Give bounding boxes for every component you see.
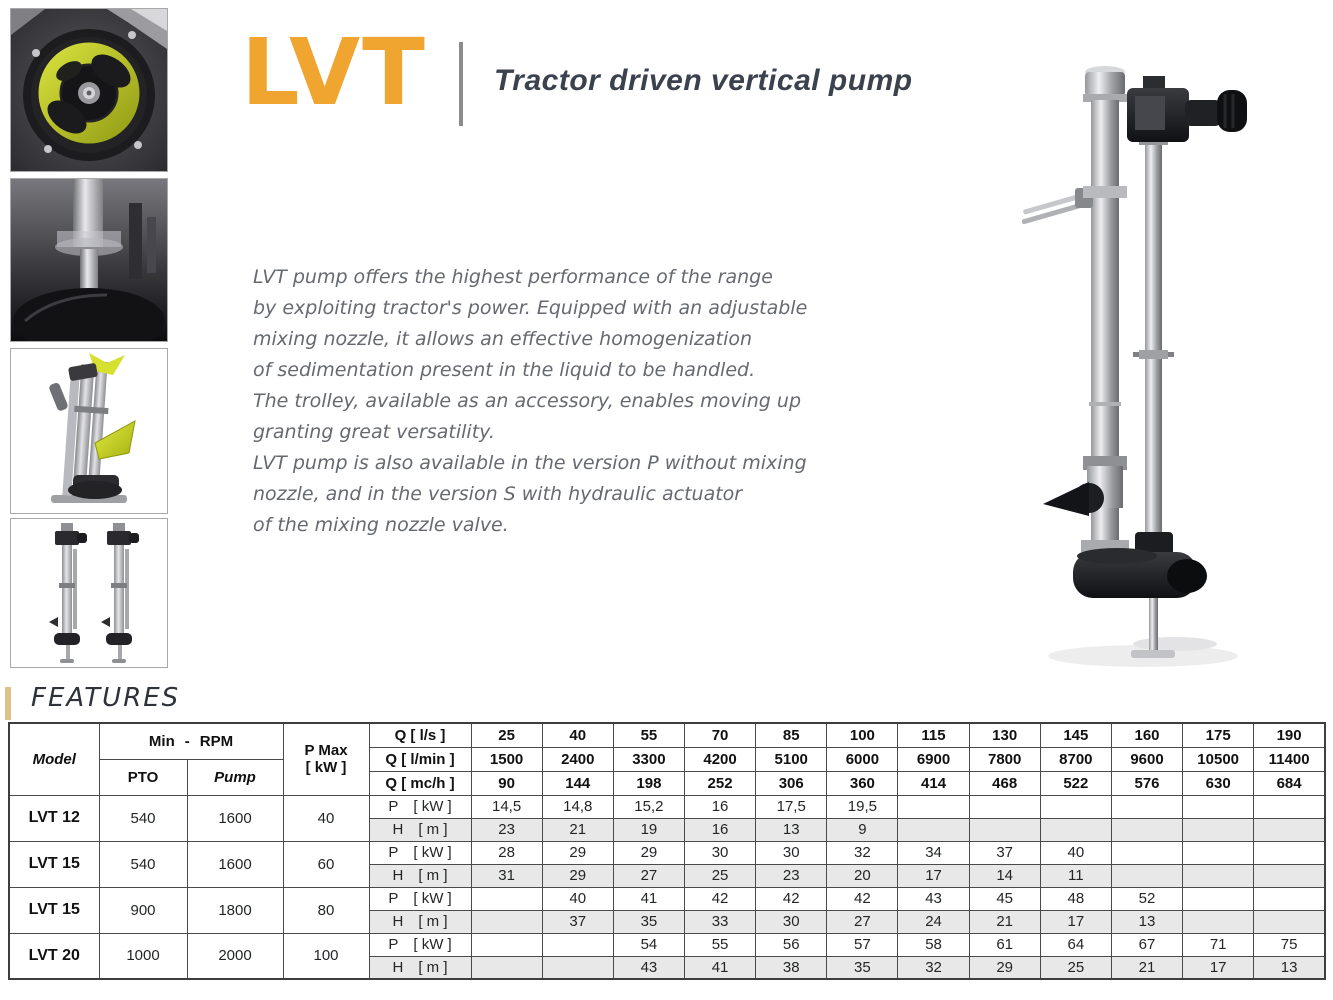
product-photo-art — [1015, 42, 1285, 692]
p-value: 55 — [684, 933, 755, 956]
features-table-head — [9, 723, 1325, 795]
q-mch-value: 198 — [613, 771, 684, 795]
p-unit: [ kW ] — [413, 936, 452, 953]
model-header: Model — [9, 723, 99, 795]
q-ls-value: 130 — [969, 723, 1040, 747]
p-value: 41 — [613, 887, 684, 910]
q-mch-value: 252 — [684, 771, 755, 795]
h-value: 30 — [756, 910, 827, 933]
h-value: 21 — [1111, 956, 1182, 979]
q-lmin-value: 10500 — [1183, 747, 1254, 771]
h-value — [1254, 864, 1325, 887]
q-lmin-value: 11400 — [1254, 747, 1325, 771]
model-pto: 1000 — [99, 933, 187, 979]
h-unit: [ m ] — [418, 867, 448, 884]
h-value — [471, 910, 542, 933]
p-value: 42 — [684, 887, 755, 910]
q-ls-value: 160 — [1111, 723, 1182, 747]
p-value: 71 — [1183, 933, 1254, 956]
q-mch-value: 90 — [471, 771, 542, 795]
p-value: 67 — [1111, 933, 1182, 956]
h-value — [1183, 910, 1254, 933]
p-value: 30 — [756, 841, 827, 864]
h-value: 21 — [542, 818, 613, 841]
p-value — [1183, 887, 1254, 910]
q-lmin-value: 4200 — [684, 747, 755, 771]
description-line: mixing nozzle, it allows an effective homogenization — [253, 328, 753, 350]
h-value — [1111, 864, 1182, 887]
model-name: LVT 15 — [9, 887, 99, 933]
q-ls-label: Q [ l/s ] — [369, 723, 471, 747]
p-value: 15,2 — [613, 795, 684, 818]
q-mch-value: 522 — [1040, 771, 1111, 795]
h-row-label — [369, 864, 471, 887]
p-value: 37 — [969, 841, 1040, 864]
h-value: 32 — [898, 956, 969, 979]
model-pmax: 80 — [283, 887, 369, 933]
pump-pair-photo-art — [11, 519, 167, 667]
p-letter: P — [388, 936, 399, 953]
brand-divider — [459, 42, 463, 126]
p-value: 58 — [898, 933, 969, 956]
h-letter: H — [392, 958, 404, 976]
q-lmin-value: 5100 — [756, 747, 827, 771]
h-letter: H — [392, 821, 404, 838]
h-value — [542, 956, 613, 979]
pump-shaft-photo — [10, 178, 168, 342]
h-value — [1254, 818, 1325, 841]
pump-shaft-photo-art — [11, 179, 167, 341]
h-value: 14 — [969, 864, 1040, 887]
p-value: 40 — [1040, 841, 1111, 864]
model-pto: 900 — [99, 887, 187, 933]
q-ls-value: 85 — [756, 723, 827, 747]
h-value: 29 — [969, 956, 1040, 979]
model-pto: 540 — [99, 795, 187, 841]
p-row-label — [369, 841, 471, 864]
p-value: 43 — [898, 887, 969, 910]
h-value: 19 — [613, 818, 684, 841]
p-row-label — [369, 933, 471, 956]
p-value — [1254, 887, 1325, 910]
p-value — [542, 933, 613, 956]
features-accent-bar — [5, 687, 11, 720]
model-pmax: 100 — [283, 933, 369, 979]
h-value — [898, 818, 969, 841]
h-value — [471, 956, 542, 979]
h-value: 13 — [1254, 956, 1325, 979]
h-value: 23 — [471, 818, 542, 841]
p-unit: [ kW ] — [413, 798, 452, 815]
model-p-row — [9, 795, 1325, 818]
model-pump: 1800 — [187, 887, 283, 933]
h-value: 9 — [827, 818, 898, 841]
pmax-header — [283, 723, 369, 795]
features-table — [8, 722, 1326, 980]
pump-pair-photo — [10, 518, 168, 668]
h-value: 17 — [1183, 956, 1254, 979]
model-pump: 1600 — [187, 795, 283, 841]
h-unit: [ m ] — [418, 821, 448, 838]
h-value: 25 — [1040, 956, 1111, 979]
p-value: 52 — [1111, 887, 1182, 910]
h-value: 23 — [756, 864, 827, 887]
h-value: 35 — [827, 956, 898, 979]
q-ls-value: 25 — [471, 723, 542, 747]
p-value — [1111, 841, 1182, 864]
p-value: 16 — [684, 795, 755, 818]
q-ls-value: 55 — [613, 723, 684, 747]
p-unit: [ kW ] — [413, 844, 452, 861]
model-pump: 1600 — [187, 841, 283, 887]
min-rpm-separator: - — [184, 732, 190, 750]
p-value: 29 — [613, 841, 684, 864]
q-ls-value: 145 — [1040, 723, 1111, 747]
q-lmin-value: 6900 — [898, 747, 969, 771]
q-lmin-value: 7800 — [969, 747, 1040, 771]
p-value: 19,5 — [827, 795, 898, 818]
q-mch-value: 576 — [1111, 771, 1182, 795]
q-mch-value: 684 — [1254, 771, 1325, 795]
p-value: 64 — [1040, 933, 1111, 956]
p-value: 48 — [1040, 887, 1111, 910]
p-letter: P — [388, 890, 399, 907]
q-ls-value: 70 — [684, 723, 755, 747]
q-mch-value: 414 — [898, 771, 969, 795]
description-line: The trolley, available as an accessory, enables moving up — [253, 390, 802, 412]
model-name: LVT 20 — [9, 933, 99, 979]
h-row-label — [369, 818, 471, 841]
p-value: 32 — [827, 841, 898, 864]
p-value: 54 — [613, 933, 684, 956]
head-row — [9, 723, 1325, 735]
p-value — [1183, 795, 1254, 818]
description-line: granting great versatility. — [253, 421, 495, 443]
p-letter: P — [388, 844, 399, 861]
h-value — [1254, 910, 1325, 933]
h-value: 11 — [1040, 864, 1111, 887]
h-value: 13 — [756, 818, 827, 841]
p-value: 17,5 — [756, 795, 827, 818]
h-value: 38 — [756, 956, 827, 979]
description-line: of sedimentation present in the liquid to be handled. — [253, 359, 756, 381]
p-value: 61 — [969, 933, 1040, 956]
h-value — [1111, 818, 1182, 841]
q-mch-value: 630 — [1183, 771, 1254, 795]
h-value: 21 — [969, 910, 1040, 933]
h-value — [1183, 864, 1254, 887]
h-value: 17 — [1040, 910, 1111, 933]
h-value: 20 — [827, 864, 898, 887]
min-label: Min — [148, 732, 175, 750]
h-value: 25 — [684, 864, 755, 887]
p-value: 42 — [756, 887, 827, 910]
h-row-label — [369, 956, 471, 979]
description-line: by exploiting tractor's power. Equipped with an adjustable — [253, 297, 808, 319]
h-value: 27 — [827, 910, 898, 933]
h-value: 31 — [471, 864, 542, 887]
min-rpm-header — [99, 723, 283, 759]
q-ls-value: 100 — [827, 723, 898, 747]
model-name: LVT 12 — [9, 795, 99, 841]
q-ls-value: 40 — [542, 723, 613, 747]
pto-header: PTO — [99, 759, 187, 795]
h-value: 24 — [898, 910, 969, 933]
q-lmin-value: 3300 — [613, 747, 684, 771]
mixing-nozzle-photo — [10, 348, 168, 514]
p-value: 56 — [756, 933, 827, 956]
pmax-label: P Max — [304, 742, 348, 760]
description-line: LVT pump is also available in the version P without mixing — [253, 452, 807, 474]
p-value: 14,5 — [471, 795, 542, 818]
h-row-label — [369, 910, 471, 933]
h-value: 35 — [613, 910, 684, 933]
impeller-photo-art — [11, 9, 167, 171]
p-value — [898, 795, 969, 818]
q-mch-value: 144 — [542, 771, 613, 795]
h-value: 17 — [898, 864, 969, 887]
p-row-label — [369, 887, 471, 910]
h-value: 29 — [542, 864, 613, 887]
q-lmin-value: 2400 — [542, 747, 613, 771]
description-line: nozzle, and in the version S with hydraulic actuator — [253, 483, 743, 505]
brand-logo: LVT — [241, 19, 427, 126]
product-photo — [1015, 42, 1285, 692]
p-value — [1254, 795, 1325, 818]
p-value: 34 — [898, 841, 969, 864]
q-ls-value: 115 — [898, 723, 969, 747]
p-row-label — [369, 795, 471, 818]
product-description — [253, 262, 828, 541]
q-lmin-label: Q [ l/min ] — [369, 747, 471, 771]
q-mch-label: Q [ mc/h ] — [369, 771, 471, 795]
p-value — [1183, 841, 1254, 864]
features-table-body — [9, 795, 1325, 979]
pmax-unit: [ kW ] — [305, 759, 347, 777]
p-value — [471, 933, 542, 956]
model-pmax: 40 — [283, 795, 369, 841]
q-lmin-value: 9600 — [1111, 747, 1182, 771]
q-lmin-value: 1500 — [471, 747, 542, 771]
q-mch-value: 306 — [756, 771, 827, 795]
p-value — [1111, 795, 1182, 818]
description-line: of the mixing nozzle valve. — [253, 514, 509, 536]
model-name: LVT 15 — [9, 841, 99, 887]
model-pump: 2000 — [187, 933, 283, 979]
p-letter: P — [388, 798, 399, 815]
q-ls-value: 175 — [1183, 723, 1254, 747]
h-value: 43 — [613, 956, 684, 979]
description-line: LVT pump offers the highest performance of the range — [253, 266, 773, 288]
h-letter: H — [392, 867, 404, 884]
features-heading: FEATURES — [31, 683, 181, 713]
q-lmin-value: 8700 — [1040, 747, 1111, 771]
model-p-row — [9, 933, 1325, 956]
p-value — [1040, 795, 1111, 818]
p-value — [969, 795, 1040, 818]
mixing-nozzle-photo-art — [11, 349, 167, 513]
h-letter: H — [392, 913, 404, 930]
p-unit: [ kW ] — [413, 890, 452, 907]
p-value — [1254, 841, 1325, 864]
p-value: 42 — [827, 887, 898, 910]
rpm-label: RPM — [199, 732, 234, 750]
q-ls-value: 190 — [1254, 723, 1325, 747]
model-pto: 540 — [99, 841, 187, 887]
page-title: Tractor driven vertical pump — [494, 64, 913, 97]
p-value — [471, 887, 542, 910]
q-lmin-value: 6000 — [827, 747, 898, 771]
h-value: 41 — [684, 956, 755, 979]
h-value: 16 — [684, 818, 755, 841]
impeller-photo — [10, 8, 168, 172]
h-value: 13 — [1111, 910, 1182, 933]
p-value: 28 — [471, 841, 542, 864]
h-value: 27 — [613, 864, 684, 887]
h-value — [1040, 818, 1111, 841]
q-mch-value: 360 — [827, 771, 898, 795]
p-value: 75 — [1254, 933, 1325, 956]
pump-header: Pump — [187, 759, 283, 795]
h-unit: [ m ] — [418, 958, 448, 976]
model-p-row — [9, 841, 1325, 864]
h-value: 37 — [542, 910, 613, 933]
p-value: 45 — [969, 887, 1040, 910]
p-value: 57 — [827, 933, 898, 956]
model-p-row — [9, 887, 1325, 910]
p-value: 14,8 — [542, 795, 613, 818]
p-value: 29 — [542, 841, 613, 864]
h-value — [969, 818, 1040, 841]
h-unit: [ m ] — [418, 913, 448, 930]
model-pmax: 60 — [283, 841, 369, 887]
p-value: 30 — [684, 841, 755, 864]
h-value — [1183, 818, 1254, 841]
p-value: 40 — [542, 887, 613, 910]
h-value: 33 — [684, 910, 755, 933]
q-mch-value: 468 — [969, 771, 1040, 795]
